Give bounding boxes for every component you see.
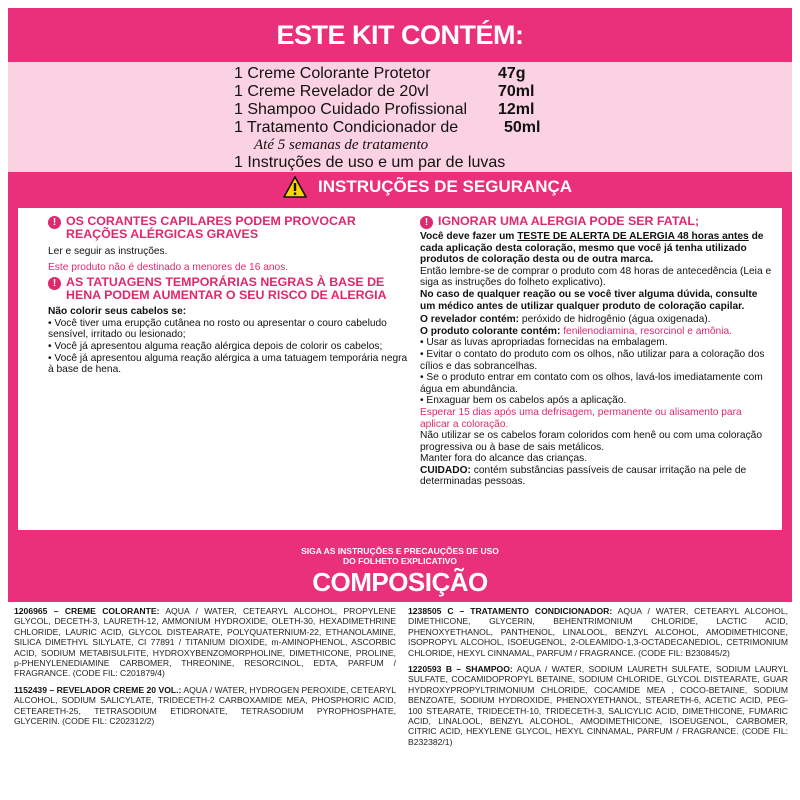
bullet-item: • Você tiver uma erupção cutânea no rosto ou apresentar o couro cabeludo sensível, irritado ou lesionado; <box>48 317 387 341</box>
exclamation-circle-icon: ! <box>48 216 61 229</box>
ingredient-block <box>408 664 788 747</box>
ingredient-code: 1238505 C – TRATAMENTO CONDICIONADOR: <box>408 606 613 616</box>
ingredient-list: AQUA / WATER, SODIUM LAURETH SULFATE, SODIUM LAURYL SULFATE, COCAMIDOPROPYL BETAINE, SODIUM CHLORIDE, GLYCOL DISTEARATE, GUAR HYDROXYPROPYLTRIMONIUM CHLORIDE, COCAMIDE MEA , COCO-BETAINE, SODIUM BENZOATE, SODIUM HYDROXIDE, PHENOXYETHANOL, STEARETH-6, ACETIC ACID, PEG-100 STEARATE, TRIDECETH-10, TRIDECETH-3, SALICYLIC ACID, DIMETHICONE, FUMARIC ACID, LINALOOL, BENZYL ALCOHOL, AMODIMETHICONE, ISOEUGENOL, CARBOMER, CITRIC ACID, HEXYLENE GLYCOL, HEXYL CINNAMAL, PARFUM / FRAGRANCE. (CODE FIL: B232382/1) <box>408 664 788 747</box>
ingredient-block <box>14 685 396 727</box>
ingredient-block <box>14 606 396 679</box>
bullet-item: • Usar as luvas apropriadas fornecidas na embalagem. <box>420 337 668 349</box>
safety-left-column <box>48 215 408 376</box>
read-follow-text: Ler e seguir as instruções. <box>48 246 168 257</box>
safety-header <box>8 172 792 202</box>
exclamation-circle-icon: ! <box>48 277 61 290</box>
caution-note <box>420 465 772 488</box>
hazard-heading <box>48 276 408 302</box>
ingredient-block <box>408 606 788 658</box>
kit-item-qty: 47g <box>498 65 526 82</box>
kit-contents <box>8 62 792 172</box>
kit-item-instructions: 1 Instruções de uso e um par de luvas <box>234 154 506 171</box>
kit-item-label: 1 Creme Colorante Protetor <box>234 65 431 82</box>
hazard-text: OS CORANTES CAPILARES PODEM PROVOCAR REAÇÕES ALÉRGICAS GRAVES <box>66 214 356 241</box>
doctor-text: No caso de qualquer reação ou se você tiver alguma dúvida, consulte um médico antes de utilizar qualquer produto de coloração capilar. <box>420 288 758 312</box>
revelador-label: O revelador contém: <box>420 314 520 326</box>
henna-note: Não utilizar se os cabelos foram coloridos com henê ou com uma coloração progressiva ou à base de sais metálicos. <box>420 430 763 453</box>
caution-label: CUIDADO: <box>420 464 471 476</box>
children-note: Manter fora do alcance das crianças. <box>420 453 588 465</box>
colorante-value: fenilenodiamina, resorcinol e amônia. <box>560 325 732 337</box>
ingredient-code: 1152439 – REVELADOR CREME 20 VOL.: <box>14 684 182 695</box>
treatment-duration: Até 5 semanas de tratamento <box>254 137 429 153</box>
kit-item-label: 1 Creme Revelador de 20vl <box>234 83 429 100</box>
kit-item-label: 1 Tratamento Condicionador de <box>234 119 459 136</box>
leaflet-note-line: DO FOLHETO EXPLICATIVO <box>343 556 457 566</box>
exclamation-circle-icon: ! <box>420 216 433 229</box>
no-color-if: Não colorir seus cabelos se: <box>48 306 187 318</box>
bullet-item: • Evitar o contato do produto com os olhos, não utilizar para a coloração dos cílios e das sobrancelhas. <box>420 348 765 372</box>
bullet-item: • Você já apresentou alguma reação alérgica a uma tatuagem temporária negra à base de hena. <box>48 352 408 376</box>
composition-title: COMPOSIÇÃO <box>312 567 488 597</box>
leaflet-note <box>8 546 792 566</box>
hazard-text: AS TATUAGENS TEMPORÁRIAS NEGRAS À BASE DE HENA PODEM AUMENTAR O SEU RISCO DE ALERGIA <box>66 275 387 303</box>
kit-item-qty: 70ml <box>498 83 535 100</box>
wait-note: Esperar 15 dias após uma defrisagem, permanente ou alisamento para aplicar a coloração. <box>420 406 742 430</box>
age-note: Este produto não é destinado a menores de 16 anos. <box>48 261 289 273</box>
ingredient-code: 1206965 – CREME COLORANTE: <box>14 606 160 616</box>
revelador-contains <box>420 314 772 326</box>
revelador-value: peróxido de hidrogênio (água oxigenada). <box>519 314 711 326</box>
hazard-text: IGNORAR UMA ALERGIA PODE SER FATAL; <box>438 214 700 228</box>
allergy-test-text <box>420 231 772 266</box>
bullet-item: • Enxaguar bem os cabelos após a aplicação. <box>420 395 627 407</box>
test-highlight: TESTE DE ALERTA DE ALERGIA 48 horas antes <box>517 231 749 242</box>
safety-title: INSTRUÇÕES DE SEGURANÇA <box>318 177 573 196</box>
hazard-heading <box>48 215 408 241</box>
kit-item-qty: 12ml <box>498 101 535 118</box>
kit-title: ESTE KIT CONTÉM: <box>8 8 792 62</box>
ingredient-list: AQUA / WATER, CETEARYL ALCOHOL, PROPYLENE GLYCOL, DECETH-3, LAURETH-12, AMMONIUM HYDROXIDE, OLETH-30, HEXADIMETHRINE CHLORIDE, LAURIC ACID, GLYCOL DISTEARATE, POLYQUATERNIUM-22, ETHANOLAMINE, SILICA DIMETHYL SILYLATE, CI 77891 / TITANIUM DIOXIDE, m-AMINOPHENOL, ASCORBIC ACID, SODIUM METABISULFITE, HYDROXYBENZOMORPHOLINE, DIMETHICONE, PROLINE, p-PHENYLENEDIAMINE CARBOMER, THREONINE, RESORCINOL, EDTA, PARFUM / FRAGRANCE. (CODE FIL: C201879/4) <box>14 606 396 679</box>
remember-text: Então lembre-se de comprar o produto com 48 horas de antecedência (Leia e siga as instruções do folheto explicativo). <box>420 265 772 289</box>
bullet-item: • Você já apresentou alguma reação alérgica depois de colorir os cabelos; <box>48 340 383 352</box>
colorante-label: O produto colorante contém: <box>420 325 561 337</box>
caution-value: contém substâncias passíveis de causar irritação na pele de determinadas pessoas. <box>420 464 747 488</box>
ingredient-list: AQUA / WATER, CETEARYL ALCOHOL, DIMETHICONE, GLYCERIN, BEHENTRIMONIUM CHLORIDE, LACTIC ACID, PHENOXYETHANOL, PANTHENOL, LINALOOL, BENZYL ALCOHOL, AMODIMETHICONE, ISOPROPYL ALCOHOL, ISOEUGENOL, 2-OLEAMIDO-1,3-OCTADECANEDIOL, CETRIMONIUM CHLORIDE, HEXYL CINNAMAL, PARFUM / FRAGRANCE. (CODE FIL: B230845/2) <box>408 606 788 658</box>
ingredient-code: 1220593 B – SHAMPOO: <box>408 664 513 675</box>
kit-item-label: 1 Shampoo Cuidado Profissional <box>234 101 468 118</box>
ingredient-list: AQUA / WATER, HYDROGEN PEROXIDE, CETEARYL ALCOHOL, SODIUM SALICYLATE, TRIDECETH-2 CARBOXAMIDE MEA, PHOSPHORIC ACID, CETEARETH-25, TETRASODIUM ETIDRONATE, TETRASODIUM PYROPHOSPHATE, GLYCERIN. (CODE FIL: C202312/2) <box>14 684 396 727</box>
hazard-heading <box>420 215 772 228</box>
warning-triangle-icon <box>283 176 307 198</box>
colorante-contains <box>420 326 772 338</box>
composition-header <box>8 538 792 602</box>
bullet-item: • Se o produto entrar em contato com os olhos, lavá-los imediatamente com água em abundância. <box>420 372 763 395</box>
ingredients-right <box>408 606 788 753</box>
test-pre: Você deve fazer um <box>420 231 518 242</box>
kit-item-qty: 50ml <box>504 119 541 136</box>
safety-right-column <box>420 215 772 488</box>
ingredients-left <box>14 606 396 732</box>
leaflet-note-line: SIGA AS INSTRUÇÕES E PRECAUÇÕES DE USO <box>301 546 499 556</box>
test-post: de cada aplicação desta coloração, mesmo que você já tenha utilizado produtos de coloração desta ou de outra marca. <box>420 231 764 266</box>
